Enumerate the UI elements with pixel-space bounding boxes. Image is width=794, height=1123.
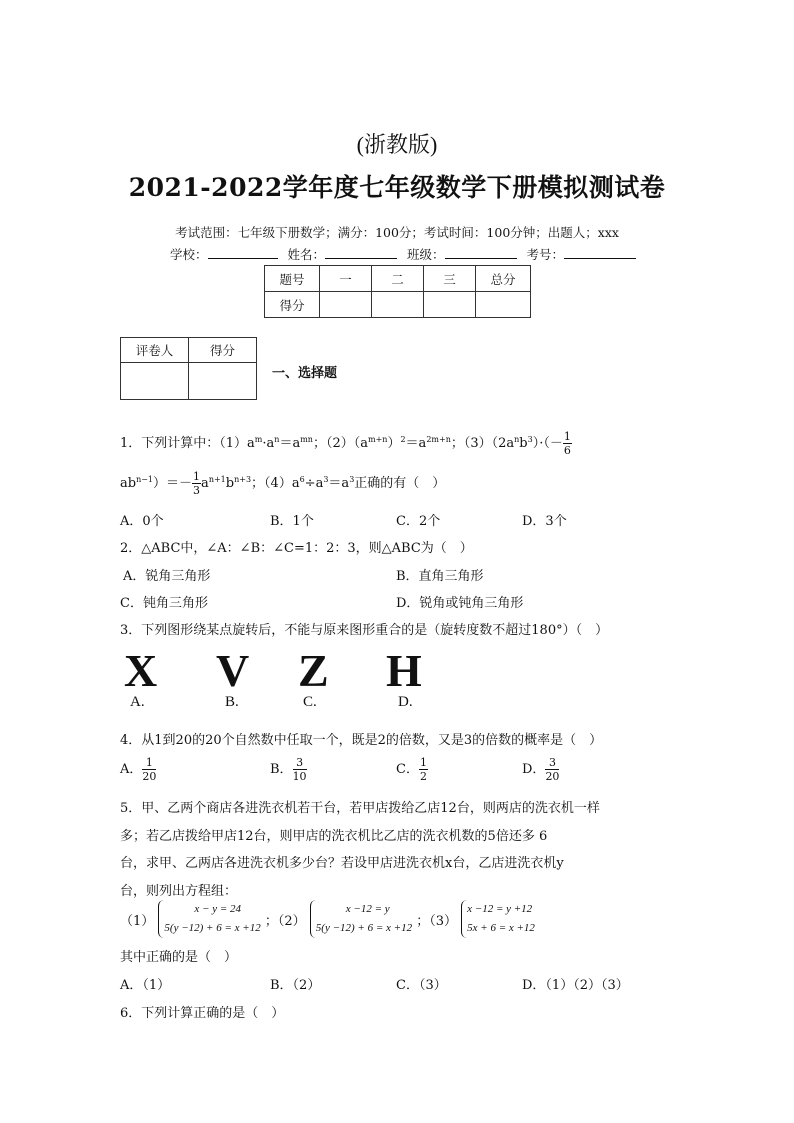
name-blank[interactable] — [325, 246, 397, 259]
class-label: 班级： — [407, 247, 445, 262]
score-row-label: 得分 — [265, 292, 320, 318]
equation-systems: （1） x − y = 24 5(y −12) + 6 = x +12 ；（2） x −12 = y 5(y −12) + 6 = x +12 ；（3） x −12 = y +12 5x + 6 = x +12 — [120, 900, 535, 938]
question-6-stem: 6．下列计算正确的是（ ） — [120, 1006, 285, 1021]
question-5-prompt: 其中正确的是（ ） — [120, 950, 238, 965]
student-info-line — [170, 245, 636, 263]
score-cell[interactable] — [476, 292, 531, 318]
question-5-line-1: 5．甲、乙两个商店各进洗衣机若干台，若甲店拨给乙店12台，则两店的洗衣机一样 — [120, 801, 600, 816]
grader-table — [120, 337, 257, 400]
score-cell[interactable] — [320, 292, 372, 318]
exam-edition: (浙教版) — [356, 132, 438, 157]
letter-h-figure: H — [386, 645, 422, 696]
question-5-line-4: 台，则列出方程组： — [120, 884, 238, 899]
question-4-stem: 4．从1到20的20个自然数中任取一个，既是2的倍数，又是3的倍数的概率是（ ） — [120, 733, 603, 748]
option-c[interactable]: C．（3） — [396, 978, 447, 993]
score-header-cell: 二 — [372, 266, 424, 292]
fraction: $\frac{1}{3}$ — [193, 470, 201, 497]
option-a[interactable]: A．（1） — [120, 978, 171, 993]
letter-z-figure: Z — [298, 645, 329, 696]
option-d[interactable]: D． $\frac{3}{20}$ — [522, 756, 560, 783]
equation-system-2: x −12 = y 5(y −12) + 6 = x +12 — [310, 900, 412, 938]
score-table — [264, 265, 531, 318]
option-c[interactable]: C． $\frac{1}{2}$ — [396, 756, 427, 783]
score-row — [265, 292, 531, 318]
option-d[interactable]: D. — [398, 694, 413, 710]
option-d[interactable]: D．3个 — [522, 514, 567, 529]
section-heading: 一、选择题 — [272, 366, 338, 381]
school-blank[interactable] — [208, 246, 278, 259]
fraction: $\frac{1}{6}$ — [563, 430, 571, 457]
grader-header: 评卷人 — [121, 338, 189, 363]
exam-info: 考试范围：七年级下册数学；满分：100分；考试时间：100分钟；出题人；xxx — [175, 225, 619, 240]
score-header-cell: 题号 — [265, 266, 320, 292]
name-label: 姓名： — [287, 247, 326, 262]
option-a[interactable]: A. — [130, 694, 145, 710]
option-a[interactable]: A．0个 — [120, 514, 164, 529]
exam-title: 2021-2022学年度七年级数学下册模拟测试卷 — [128, 173, 666, 202]
option-b[interactable]: B． $\frac{3}{10}$ — [270, 756, 307, 783]
option-c[interactable]: C. — [303, 694, 317, 710]
question-3-stem: 3．下列图形绕某点旋转后，不能与原来图形重合的是（旋转度数不超过180°）（ ） — [120, 623, 609, 638]
score-header-cell: 总分 — [476, 266, 531, 292]
option-a[interactable]: A．锐角三角形 — [123, 569, 211, 584]
class-blank[interactable] — [445, 246, 517, 259]
score-header-cell: 一 — [320, 266, 372, 292]
option-b[interactable]: B．1个 — [270, 514, 314, 529]
option-d[interactable]: D．锐角或钝角三角形 — [396, 596, 524, 611]
grader-cell[interactable] — [121, 363, 189, 400]
option-d[interactable]: D．（1）（2）（3） — [522, 978, 629, 993]
equation-system-3: x −12 = y +12 5x + 6 = x +12 — [461, 900, 535, 938]
equation-system-1: x − y = 24 5(y −12) + 6 = x +12 — [158, 900, 260, 938]
letter-x-figure: X — [124, 645, 158, 696]
question-1-line-1: 1．下列计算中：$(1)a^m\cdot a^n=a^{mn}$；$(2)(a^{m+n})^2=a^{2m+n}$；$(3)(2a^nb^3)\cdot(-$ $\frac{1}{6}$ — [120, 430, 571, 457]
option-c[interactable]: C．2个 — [396, 514, 441, 529]
school-label: 学校： — [170, 247, 208, 262]
grader-score-cell[interactable] — [189, 363, 257, 400]
question-1-line-2: $ab^{n-1})=-$ $\frac{1}{3}$ $a^{n+1}b^{n+3}$；$(4)a^6\div a^3=a^3$正确的有（ ） — [120, 470, 446, 497]
option-b[interactable]: B．（2） — [270, 978, 321, 993]
question-2-stem: 2．△ABC中，∠A：∠B：∠C=1：2：3，则△ABC为（ ） — [120, 541, 473, 556]
grader-score-header: 得分 — [189, 338, 257, 363]
score-cell[interactable] — [372, 292, 424, 318]
score-header-row — [265, 266, 531, 292]
score-header-cell: 三 — [424, 266, 476, 292]
option-b[interactable]: B. — [225, 694, 239, 710]
option-c[interactable]: C．钝角三角形 — [120, 596, 208, 611]
id-label: 考号： — [526, 247, 565, 262]
id-blank[interactable] — [564, 246, 636, 259]
question-5-line-3: 台，求甲、乙两店各进洗衣机多少台？若设甲店进洗衣机x台，乙店进洗衣机y — [120, 856, 564, 871]
question-5-line-2: 多；若乙店拨给甲店12台，则甲店的洗衣机比乙店的洗衣机数的5倍还多 6 — [120, 829, 548, 844]
option-a[interactable]: A． $\frac{1}{20}$ — [120, 756, 157, 783]
option-b[interactable]: B．直角三角形 — [396, 569, 484, 584]
score-cell[interactable] — [424, 292, 476, 318]
letter-v-figure: V — [216, 645, 250, 696]
